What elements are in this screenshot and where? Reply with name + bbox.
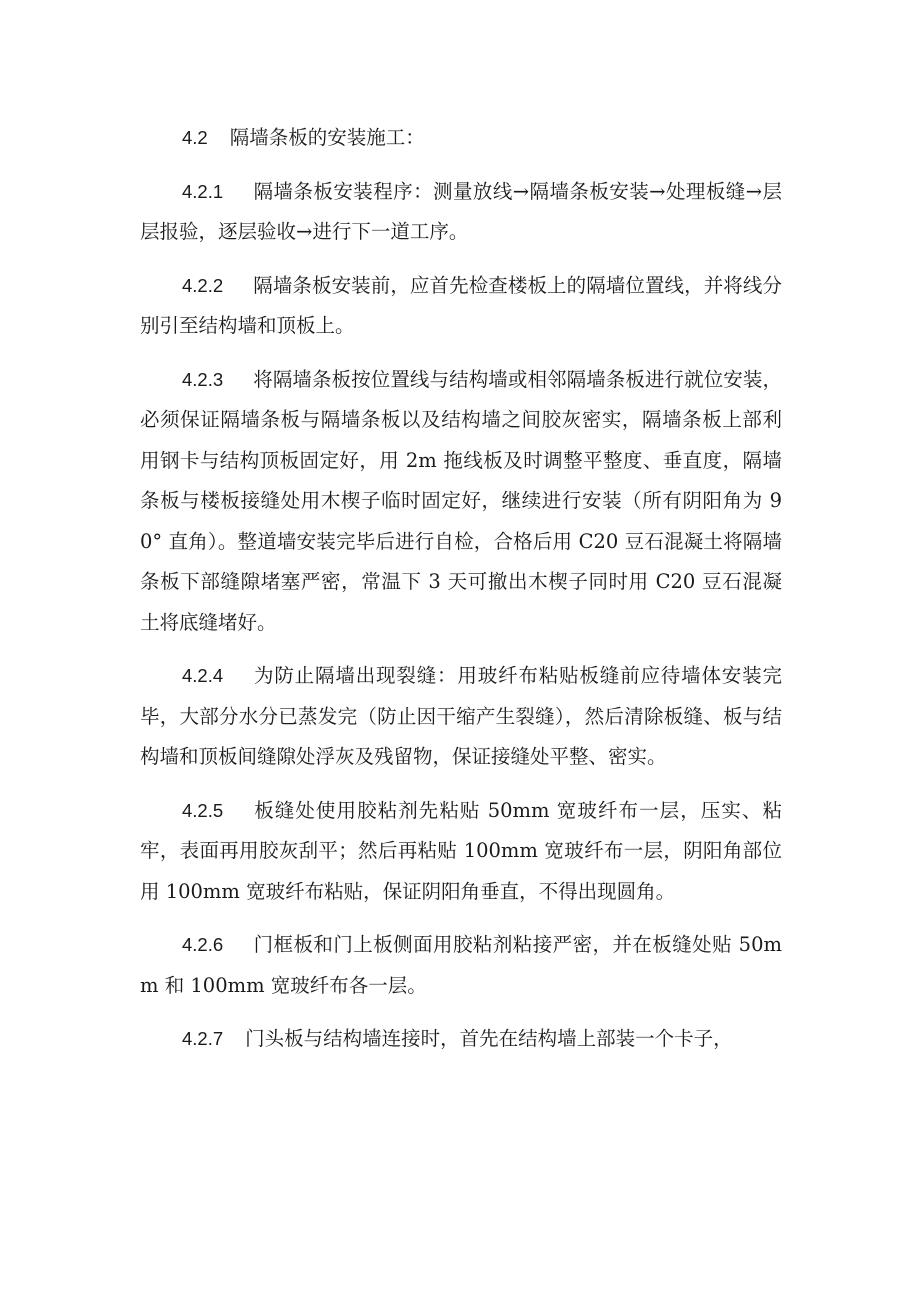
paragraph-text: 隔墙条板安装程序：测量放线→隔墙条板安装→处理板缝→层层报验，逐层验收→进行下一道工序。	[140, 179, 782, 243]
paragraph-4-2-6	[140, 925, 782, 1006]
paragraph-text: 为防止隔墙出现裂缝：用玻纤布粘贴板缝前应待墙体安装完毕，大部分水分已蒸发完（防止因干缩产生裂缝），然后清除板缝、板与结构墙和顶板间缝隙处浮灰及残留物，保证接缝处平整、密实。	[140, 664, 782, 768]
section-number: 4.2.7	[182, 1028, 224, 1049]
paragraph-4-2-2	[140, 266, 782, 347]
paragraph-text: 隔墙条板安装前，应首先检查楼板上的隔墙位置线，并将线分别引至结构墙和顶板上。	[140, 273, 782, 337]
paragraph-text: 隔墙条板的安装施工：	[229, 126, 425, 149]
section-number: 4.2.3	[182, 368, 224, 390]
section-number: 4.2	[182, 127, 208, 148]
paragraph-text: 门头板与结构墙连接时，首先在结构墙上部装一个卡子，	[245, 1027, 733, 1050]
paragraph-text: 板缝处使用胶粘剂先粘贴 50mm 宽玻纤布一层，压实、粘牢，表面再用胶灰刮平；然后再粘贴 100mm 宽玻纤布一层，阴阳角部位用 100mm 宽玻纤布粘贴，保证阴阳角垂直，不得出现圆角。	[140, 798, 782, 903]
paragraph-4-2-1	[140, 172, 782, 253]
section-number: 4.2.5	[182, 799, 224, 821]
paragraph-4-2	[140, 118, 782, 159]
paragraph-text: 门框板和门上板侧面用胶粘剂粘接严密，并在板缝处贴 50mm 和 100mm 宽玻纤布各一层。	[140, 933, 782, 997]
document-page	[140, 118, 782, 1073]
paragraph-4-2-3	[140, 360, 782, 644]
paragraph-4-2-7	[140, 1019, 782, 1060]
section-number: 4.2.4	[182, 665, 224, 686]
section-number: 4.2.2	[182, 274, 224, 296]
paragraph-text: 将隔墙条板按位置线与结构墙或相邻隔墙条板进行就位安装，必须保证隔墙条板与隔墙条板以及结构墙之间胶灰密实，隔墙条板上部利用钢卡与结构顶板固定好，用 2m 拖线板及时调整平整度、垂直度，隔墙条板与楼板接缝处用木楔子临时固定好，继续进行安装（所有阴阳角为 90° 直角）。整道墙安装完毕后进行自检，合格后用 C20 豆石混凝土将隔墙条板下部缝隙堵塞严密，常温下 3 天可撤出木楔子同时用 C20 豆石混凝土将底缝堵好。	[140, 367, 782, 634]
paragraph-4-2-4	[140, 656, 782, 778]
section-number: 4.2.1	[182, 180, 224, 202]
section-number: 4.2.6	[182, 934, 224, 955]
paragraph-4-2-5	[140, 791, 782, 913]
